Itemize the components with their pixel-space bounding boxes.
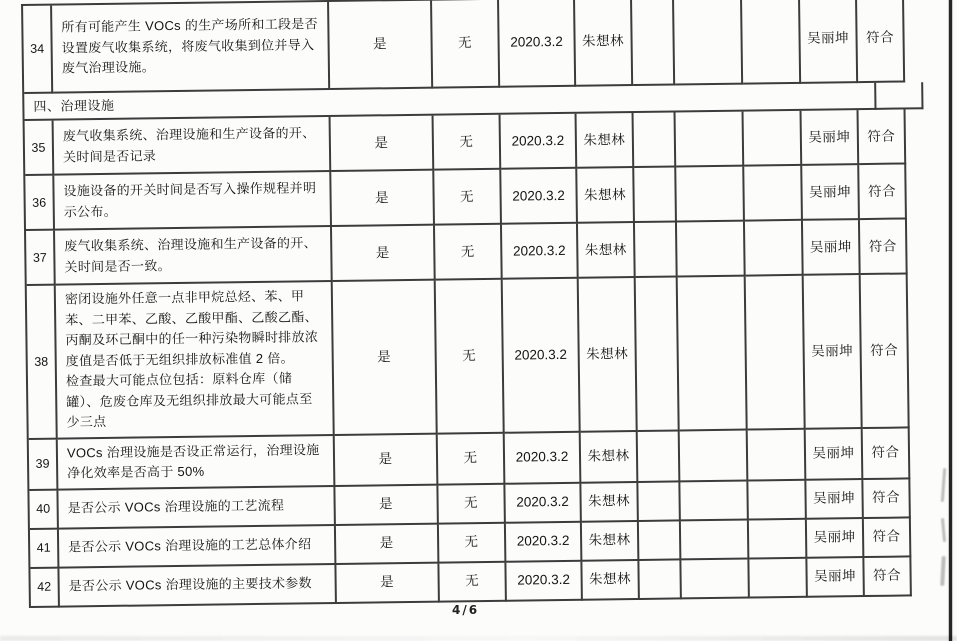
yes-cell: 是 bbox=[336, 563, 440, 603]
row-number-cell: 35 bbox=[25, 121, 55, 176]
row-number-cell: 40 bbox=[29, 490, 59, 529]
item-description-cell: 废气收集系统、治理设施和生产设备的开、关时间是否一致。 bbox=[55, 227, 333, 286]
blank-cell bbox=[632, 0, 675, 86]
result-cell: 符合 bbox=[860, 219, 908, 275]
yes-cell: 是 bbox=[332, 226, 436, 282]
table-tilt-wrapper bbox=[21, 0, 930, 607]
inspector-name-cell: 朱想林 bbox=[582, 521, 640, 561]
yes-cell: 是 bbox=[335, 434, 439, 486]
inspection-table bbox=[21, 0, 930, 607]
blank-cell bbox=[681, 520, 750, 560]
reviewer-name-cell: 吴丽坤 bbox=[802, 110, 860, 166]
blank-cell bbox=[742, 0, 801, 85]
none-cell: 无 bbox=[439, 562, 507, 602]
row-number-cell: 37 bbox=[26, 231, 56, 286]
reviewer-name-cell: 吴丽坤 bbox=[806, 480, 864, 520]
blank-cell bbox=[635, 222, 678, 278]
result-cell: 符合 bbox=[859, 109, 907, 165]
section-header-label: 四、治理设施 bbox=[24, 83, 876, 121]
reviewer-name-cell: 吴丽坤 bbox=[804, 275, 863, 429]
none-cell: 无 bbox=[438, 433, 506, 485]
yes-cell: 是 bbox=[329, 1, 433, 90]
row-number-cell: 42 bbox=[30, 568, 60, 607]
yes-cell: 是 bbox=[335, 485, 439, 525]
result-cell: 符合 bbox=[864, 557, 912, 597]
item-description-cell: 废气收集系统、治理设施和生产设备的开、关时间是否记录 bbox=[54, 117, 332, 176]
row-number-cell: 38 bbox=[27, 286, 58, 440]
none-cell: 无 bbox=[434, 170, 502, 226]
item-description-cell: 是否公示 VOCs 治理设施的工艺流程 bbox=[58, 486, 335, 529]
blank-cell bbox=[680, 481, 749, 521]
item-description-cell: 密闭设施外任意一点非甲烷总烃、苯、甲苯、二甲苯、乙酸、乙酸甲酯、乙酸乙酯、丙酮及环己酮中的任一种污染物瞬时排放浓度值是否低于无组织排放标准值 2 倍。 检查最大可能点位包括：原料仓库（储罐）、危废仓库及无组织排放最大可能点至少三点 bbox=[56, 282, 335, 439]
reviewer-name-cell: 吴丽坤 bbox=[806, 429, 864, 481]
yes-cell: 是 bbox=[331, 171, 435, 227]
yes-cell: 是 bbox=[331, 116, 435, 172]
blank-cell bbox=[748, 429, 807, 481]
reviewer-name-cell: 吴丽坤 bbox=[802, 165, 860, 221]
blank-cell bbox=[876, 82, 923, 110]
inspector-name-cell: 朱想林 bbox=[575, 0, 633, 87]
result-cell: 符合 bbox=[863, 479, 911, 519]
date-cell: 2020.3.2 bbox=[502, 224, 579, 280]
date-cell: 2020.3.2 bbox=[506, 522, 583, 562]
none-cell: 无 bbox=[436, 280, 505, 434]
blank-cell bbox=[676, 167, 745, 223]
none-cell: 无 bbox=[434, 115, 502, 171]
row-number-cell: 39 bbox=[29, 439, 59, 490]
blank-cell bbox=[638, 482, 681, 522]
page-number: 4/6 bbox=[452, 603, 480, 617]
reviewer-name-cell: 吴丽坤 bbox=[800, 0, 858, 84]
inspector-name-cell: 朱想林 bbox=[581, 482, 639, 522]
blank-cell bbox=[749, 519, 808, 559]
date-cell: 2020.3.2 bbox=[506, 561, 583, 601]
blank-cell bbox=[680, 430, 749, 482]
date-cell: 2020.3.2 bbox=[499, 0, 576, 88]
inspector-name-cell: 朱想林 bbox=[577, 113, 635, 169]
item-description-cell: 是否公示 VOCs 治理设施的工艺总体介绍 bbox=[59, 525, 336, 568]
none-cell: 无 bbox=[438, 484, 506, 524]
result-cell: 符合 bbox=[864, 518, 912, 558]
result-cell: 符合 bbox=[857, 0, 905, 83]
item-description-cell: 是否公示 VOCs 治理设施的主要技术参数 bbox=[59, 564, 336, 607]
inspector-name-cell: 朱想林 bbox=[579, 278, 638, 432]
row-number-cell: 41 bbox=[30, 529, 60, 568]
inspector-name-cell: 朱想林 bbox=[582, 560, 640, 600]
item-description-cell: 所有可能产生 VOCs 的生产场所和工段是否设置废气收集系统，将废气收集到位并导入废气治理设施。 bbox=[52, 2, 330, 94]
none-cell: 无 bbox=[439, 523, 507, 563]
blank-cell bbox=[676, 112, 745, 168]
blank-cell bbox=[638, 431, 681, 483]
date-cell: 2020.3.2 bbox=[505, 432, 582, 484]
table-row bbox=[27, 274, 928, 439]
bleedthrough-marks bbox=[936, 468, 950, 618]
none-cell: 无 bbox=[432, 0, 500, 89]
blank-cell bbox=[639, 560, 682, 600]
yes-cell: 是 bbox=[333, 281, 438, 436]
none-cell: 无 bbox=[435, 225, 503, 281]
reviewer-name-cell: 吴丽坤 bbox=[803, 220, 861, 276]
blank-cell bbox=[634, 167, 677, 223]
blank-cell bbox=[744, 166, 803, 222]
blank-cell bbox=[749, 558, 808, 598]
blank-cell bbox=[677, 222, 746, 278]
blank-cell bbox=[748, 480, 807, 520]
table-row bbox=[23, 0, 923, 94]
blank-cell bbox=[681, 559, 750, 599]
reviewer-name-cell: 吴丽坤 bbox=[807, 519, 865, 559]
blank-cell bbox=[744, 111, 803, 167]
row-number-cell: 36 bbox=[25, 176, 55, 231]
inspector-name-cell: 朱想林 bbox=[578, 223, 636, 279]
item-description-cell: 设施设备的开关时间是否写入操作规程并明示公布。 bbox=[54, 172, 332, 231]
blank-cell bbox=[678, 277, 748, 431]
blank-cell bbox=[745, 221, 804, 277]
scan-bottom-shadow bbox=[0, 636, 957, 641]
date-cell: 2020.3.2 bbox=[505, 483, 582, 523]
result-cell: 符合 bbox=[859, 164, 907, 220]
yes-cell: 是 bbox=[336, 524, 440, 564]
blank-cell bbox=[639, 521, 682, 561]
date-cell: 2020.3.2 bbox=[503, 279, 581, 433]
blank-cell bbox=[674, 0, 743, 85]
blank-cell bbox=[634, 112, 677, 168]
item-description-cell: VOCs 治理设施是否设正常运行，治理设施净化效率是否高于 50% bbox=[58, 435, 336, 490]
row-number-cell: 34 bbox=[23, 6, 53, 94]
inspector-name-cell: 朱想林 bbox=[581, 431, 639, 483]
result-cell: 符合 bbox=[863, 428, 911, 480]
date-cell: 2020.3.2 bbox=[501, 114, 578, 170]
result-cell: 符合 bbox=[861, 274, 910, 428]
blank-cell bbox=[746, 276, 806, 430]
blank-cell bbox=[636, 277, 680, 431]
inspector-name-cell: 朱想林 bbox=[577, 168, 635, 224]
reviewer-name-cell: 吴丽坤 bbox=[807, 558, 865, 598]
date-cell: 2020.3.2 bbox=[501, 169, 578, 225]
